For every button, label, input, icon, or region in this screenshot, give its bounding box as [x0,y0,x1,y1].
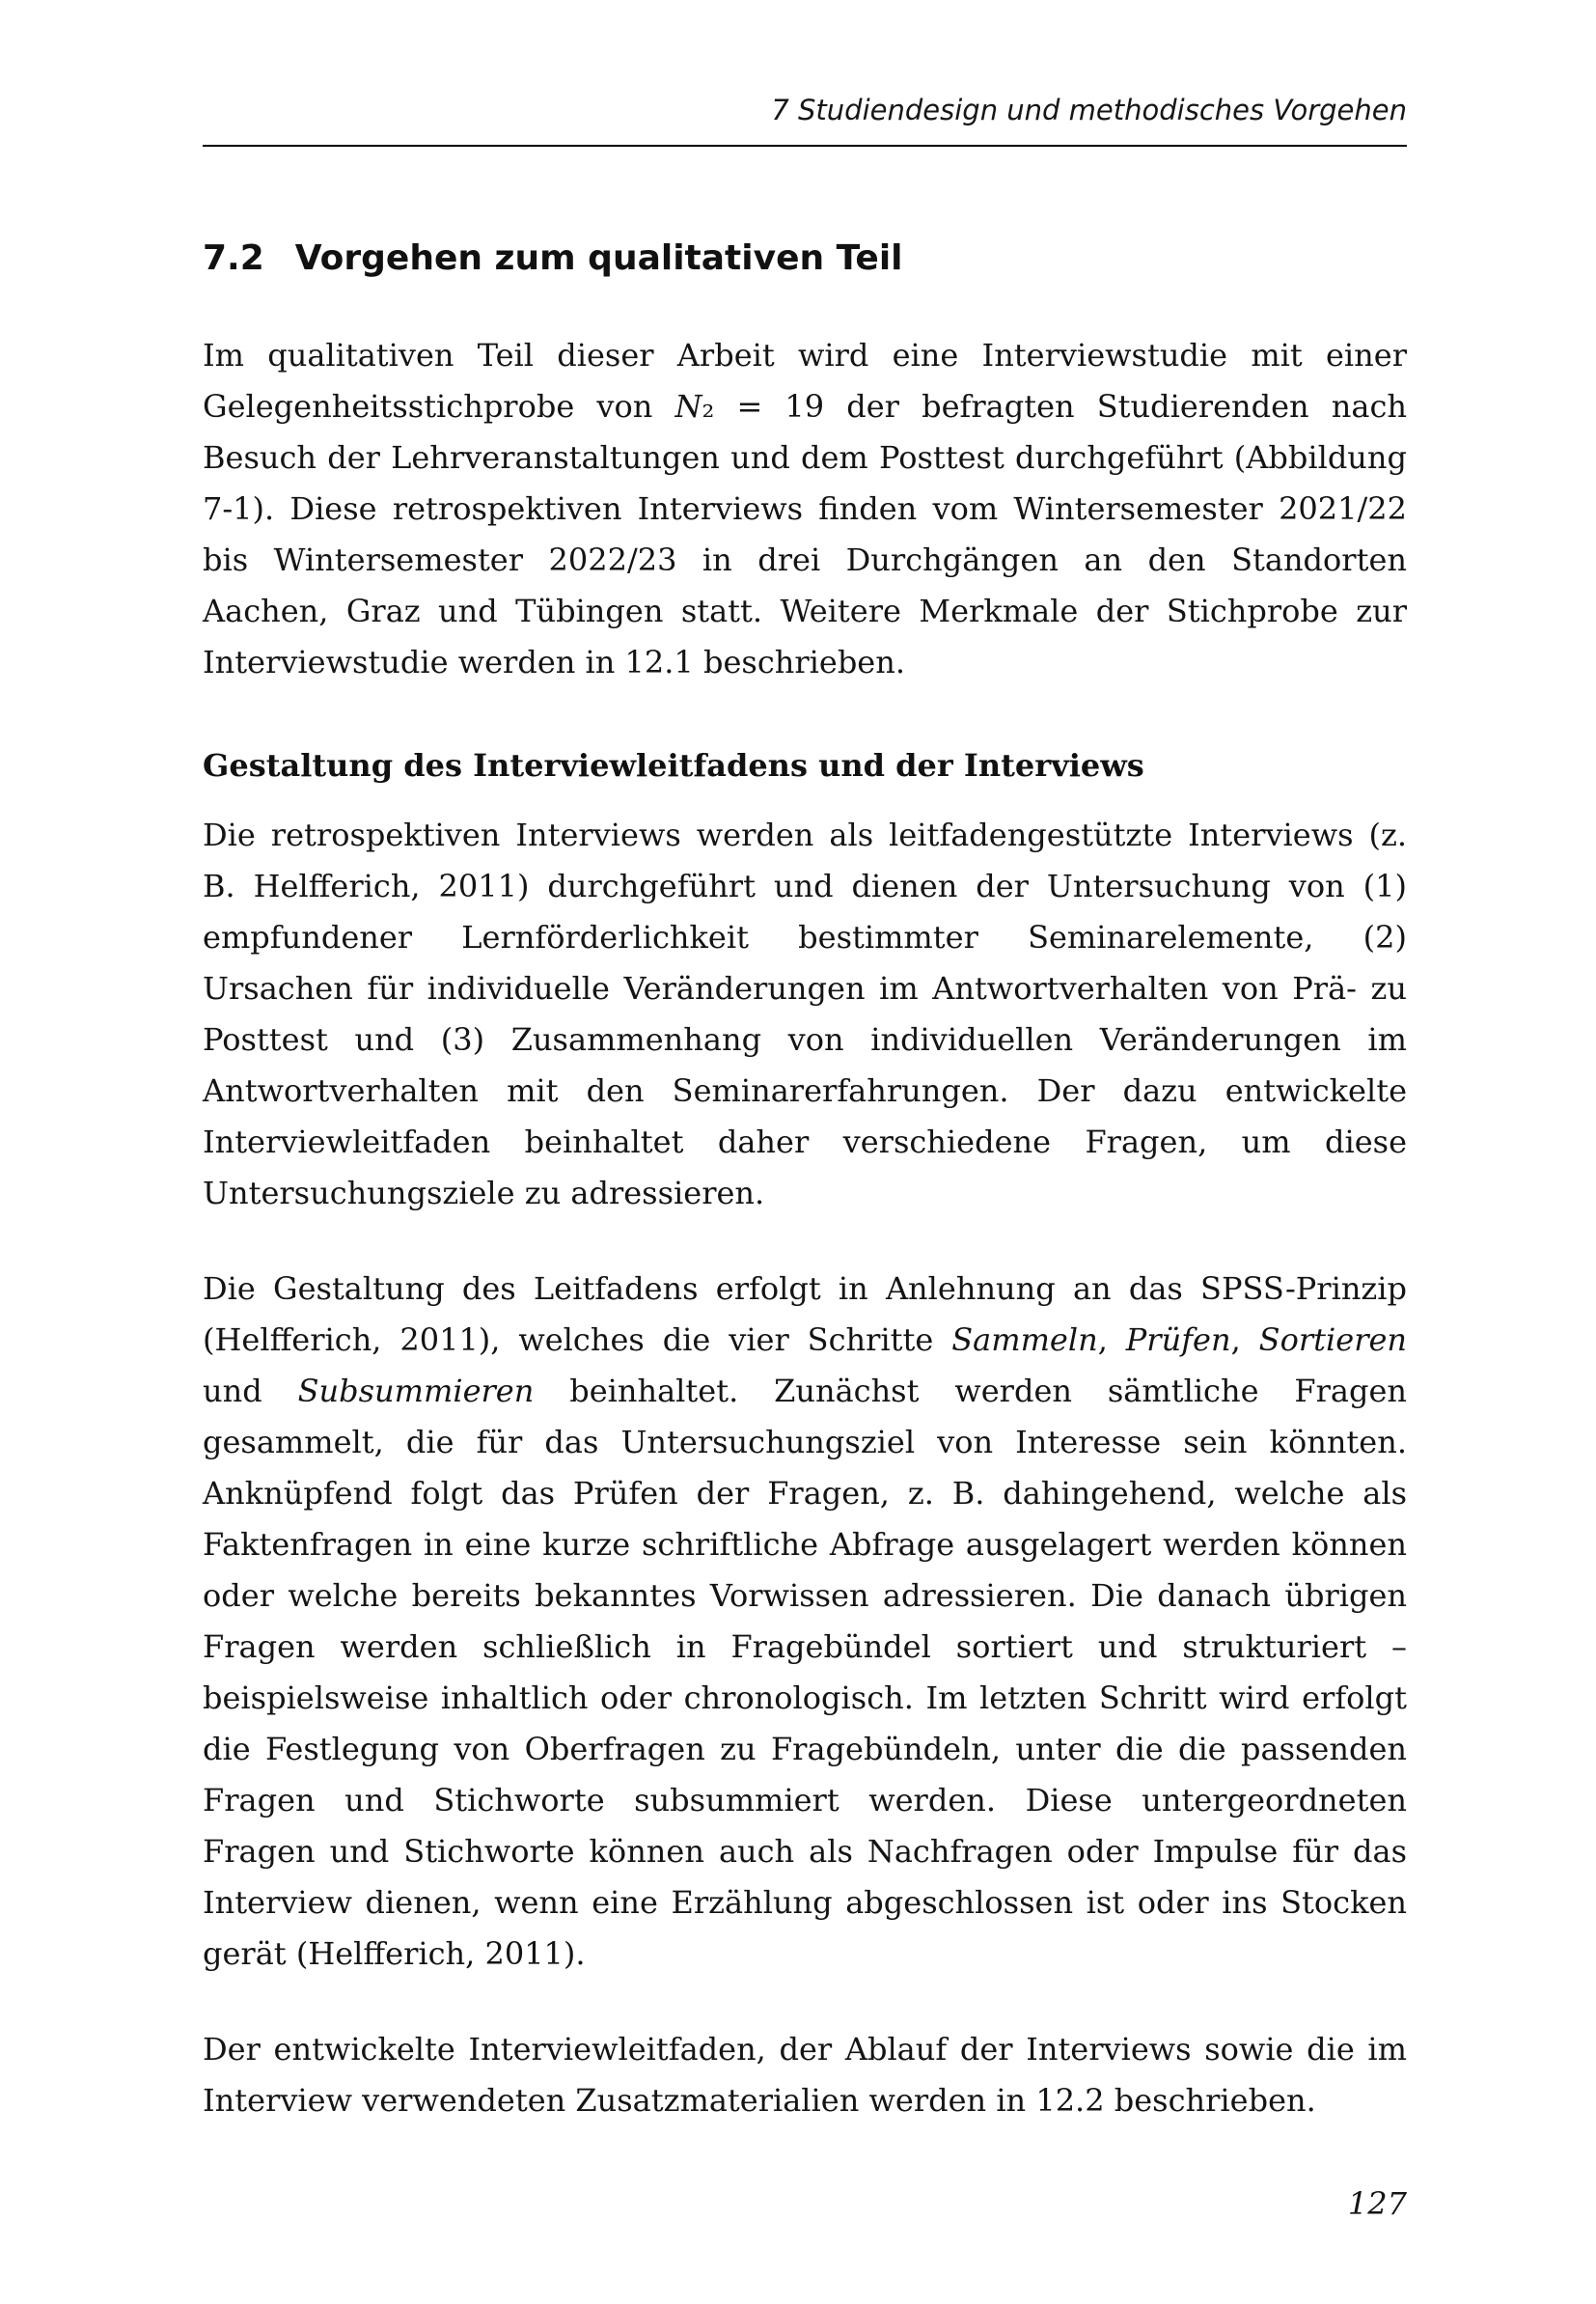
text-segment: , [1230,1321,1259,1358]
text-segment: Subsummieren [297,1373,535,1409]
text-segment: und [203,1373,298,1409]
text-segment: ₂ = 19 der befragten Studierenden nach Besuch der Lehrveranstaltungen und dem Posttest durchgeführt (Abbildung 7-1). Diese retrospektiven Interviews finden vom Wintersemester 2021/22 bis Wintersemester 2022/23 in drei Durchgängen an den Standorten Aachen, Graz und Tübingen statt. Weitere Merkmale der Stichprobe zur Interviewstudie werden in 12.1 beschrieben. [203,388,1408,680]
header-rule [203,145,1407,147]
text-segment: , [1097,1321,1126,1358]
text-segment: N [674,388,702,425]
text-segment: Sammeln [951,1321,1098,1358]
text-segment: beinhaltet. Zunächst werden sämtliche Fragen gesammelt, die für das Untersuchungsziel von Interesse sein könnten. Anknüpfend folgt das Prüfen der Fragen, z. B. dahingehend, welche als Faktenfragen in eine kurze schriftliche Abfrage ausgelagert werden können oder welche bereits bekanntes Vorwissen adressieren. Die danach übrigen Fragen werden schließlich in Fragebündel sortiert und strukturiert – beispielsweise inhaltlich oder chronologisch. Im letzten Schritt wird erfolgt die Festlegung von Oberfragen zu Fragebündeln, unter die die passenden Fragen und Stichworte subsummiert werden. Diese untergeordneten Fragen und Stichworte können auch als Nachfragen oder Impulse für das Interview dienen, wenn eine Erzählung abgeschlossen ist oder ins Stocken gerät (Helfferich, 2011). [203,1373,1408,1972]
section-number: 7.2 [203,238,264,278]
subsection-heading: Gestaltung des Interviewleitfadens und der Interviews [203,747,1144,784]
page-number: 127 [1347,2185,1407,2222]
section-title: Vorgehen zum qualitativen Teil [294,238,903,278]
paragraph-closing: Der entwickelte Interviewleitfaden, der Ablauf der Interviews sowie die im Interview verwendeten Zusatzmaterialien werden in 12.2 beschrieben. [203,2031,1407,2119]
text-segment: Die Gestaltung des Leitfadens erfolgt in Anlehnung an das SPSS-Prinzip (Helfferich, 2011), welches die vier Schritte [203,1270,1407,1358]
running-head: 7 Studiendesign und methodisches Vorgehen [771,94,1407,126]
section-heading [203,237,1407,280]
text-segment: Sortieren [1258,1321,1408,1358]
paragraph-intro [203,330,1407,688]
paragraph-leitfaden: Die retrospektiven Interviews werden als leitfadengestützte Interviews (z. B. Helfferich, 2011) durchgeführt und dienen der Untersuchung von (1) empfundener Lernförderlichkeit bestimmter Seminarelemente, (2) Ursachen für individuelle Veränderungen im Antwortverhalten von Prä- zu Posttest und (3) Zusammenhang von individuellen Veränderungen im Antwortverhalten mit den Seminarerfahrungen. Der dazu entwickelte Interviewleitfaden beinhaltet daher verschiedene Fragen, um diese Untersuchungsziele zu adressieren. [203,817,1407,1211]
text-segment: Im qualitativen Teil dieser Arbeit wird eine Interviewstudie mit einer Gelegenheitsstichprobe von [203,337,1407,425]
page-footer [203,2126,1407,2223]
paragraph-spss [203,1263,1407,1980]
text-segment: Prüfen [1125,1321,1231,1358]
